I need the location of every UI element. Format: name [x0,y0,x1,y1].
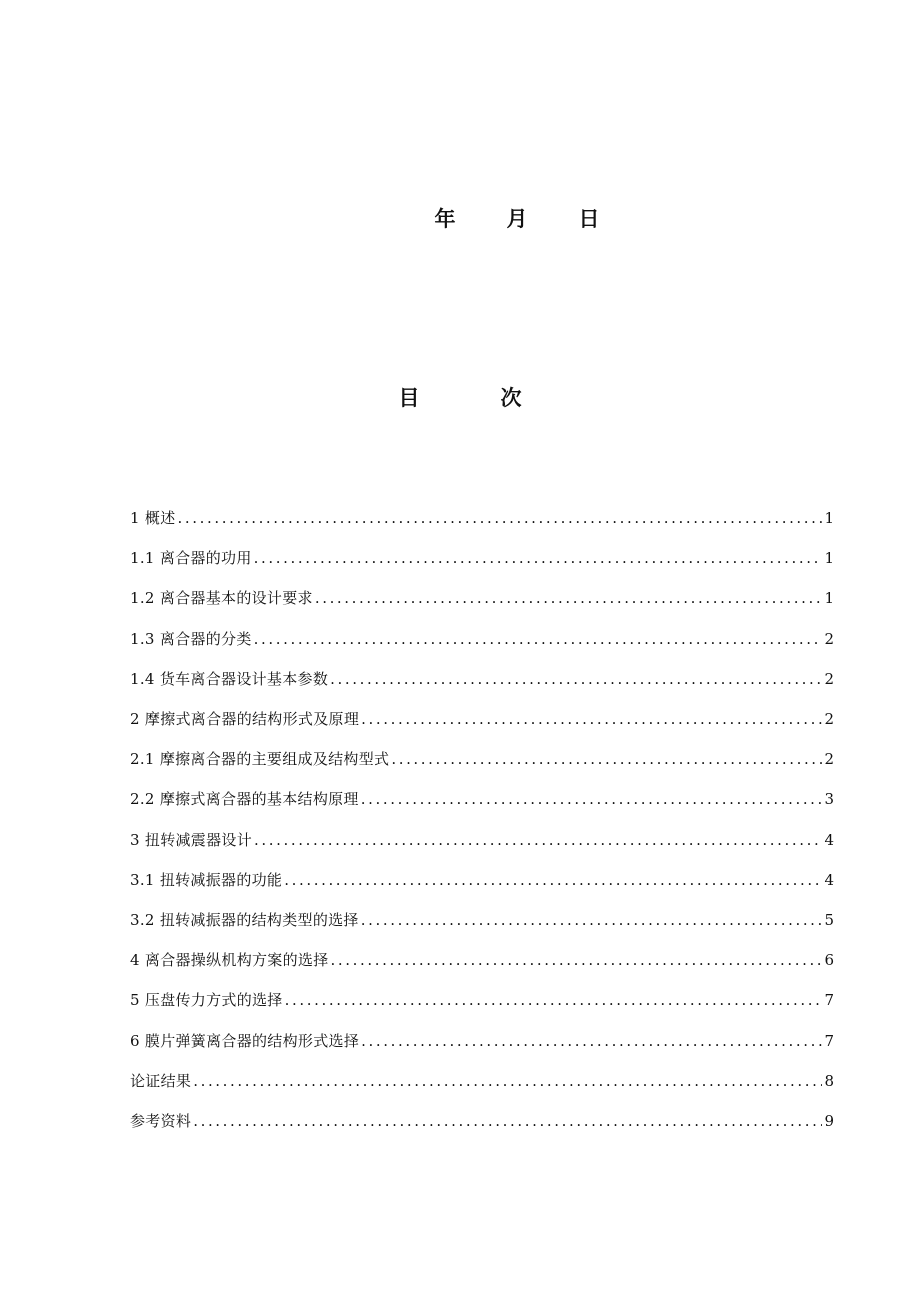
toc-entry[interactable] [130,578,834,618]
toc-dot-leader [284,870,822,890]
toc-dot-leader [315,588,822,608]
toc-entry[interactable] [130,1061,834,1101]
toc-dot-leader [361,709,822,729]
toc-dot-leader [330,669,822,689]
toc-entry-label: 4 离合器操纵机构方案的选择 [130,951,329,970]
toc-entry[interactable] [130,538,834,578]
toc-entry[interactable] [130,1020,834,1060]
toc-entry-label: 3.1 扭转减振器的功能 [130,870,283,889]
date-line [432,201,602,235]
toc-page-number: 2 [824,669,834,688]
toc-entry[interactable] [130,940,834,980]
toc-dot-leader [193,1071,822,1091]
toc-page-number: 4 [824,870,834,889]
toc-page-number: 2 [824,710,834,729]
toc-entry[interactable] [130,980,834,1020]
toc-page-number: 1 [824,589,834,608]
toc-dot-leader [361,910,822,930]
toc-entry-label: 1.4 货车离合器设计基本参数 [130,669,329,688]
toc-page-number: 2 [824,629,834,648]
toc-dot-leader [254,548,822,568]
toc-entry[interactable] [130,699,834,739]
toc-title: 目 次 [398,386,552,410]
toc-entry-label: 6 膜片弹簧离合器的结构形式选择 [130,1031,360,1050]
toc-dot-leader [391,749,822,769]
toc-dot-leader [254,629,822,649]
day-label: 日 [578,207,600,231]
toc-page-number: 7 [824,1031,834,1050]
toc-dot-leader [178,508,822,528]
toc-page-number: 4 [824,830,834,849]
toc-entry[interactable] [130,498,834,538]
table-of-contents [130,498,834,1141]
toc-entry-label: 论证结果 [130,1071,192,1090]
toc-page-number: 1 [824,549,834,568]
month-label: 月 [506,207,528,231]
toc-dot-leader [331,950,822,970]
toc-entry-label: 3.2 扭转减振器的结构类型的选择 [130,910,359,929]
toc-page-number: 9 [824,1111,834,1130]
toc-dot-leader [361,789,822,809]
toc-dot-leader [361,1031,822,1051]
toc-page-number: 2 [824,750,834,769]
toc-entry-label: 5 压盘传力方式的选择 [130,991,283,1010]
toc-entry[interactable] [130,619,834,659]
toc-entry[interactable] [130,900,834,940]
toc-dot-leader [285,990,822,1010]
year-label: 年 [434,207,456,231]
toc-entry[interactable] [130,779,834,819]
toc-page-number: 7 [824,991,834,1010]
toc-entry-label: 2 摩擦式离合器的结构形式及原理 [130,710,360,729]
toc-page-number: 3 [824,790,834,809]
toc-entry-label: 1 概述 [130,509,176,528]
toc-entry-label: 1.3 离合器的分类 [130,629,252,648]
toc-entry-label: 3 扭转减震器设计 [130,830,253,849]
toc-entry-label: 2.2 摩擦式离合器的基本结构原理 [130,790,359,809]
toc-entry[interactable] [130,739,834,779]
toc-entry[interactable] [130,659,834,699]
toc-dot-leader [254,830,822,850]
toc-entry-label: 1.2 离合器基本的设计要求 [130,589,313,608]
toc-entry-label: 1.1 离合器的功用 [130,549,252,568]
toc-entry[interactable] [130,860,834,900]
toc-page-number: 5 [824,910,834,929]
toc-page-number: 8 [824,1071,834,1090]
toc-entry-label: 参考资料 [130,1111,192,1130]
toc-entry[interactable] [130,1101,834,1141]
toc-page-number: 6 [824,951,834,970]
toc-page-number: 1 [824,509,834,528]
toc-entry-label: 2.1 摩擦离合器的主要组成及结构型式 [130,750,390,769]
toc-entry[interactable] [130,820,834,860]
toc-dot-leader [193,1111,822,1131]
